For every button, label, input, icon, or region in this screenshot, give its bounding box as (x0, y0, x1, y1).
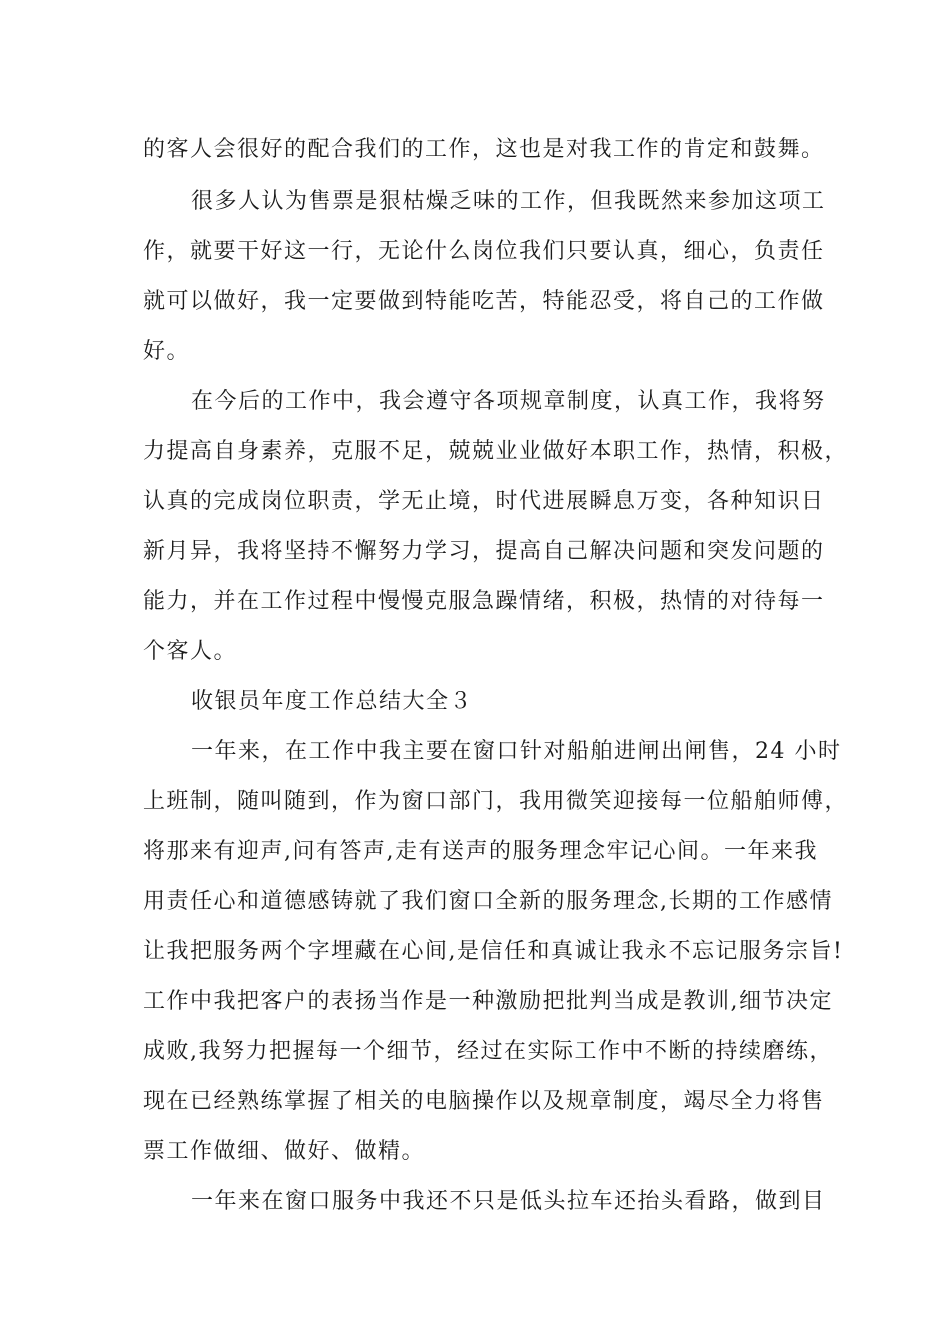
text-line: 作，就要干好这一行，无论什么岗位我们只要认真，细心，负责任 (143, 239, 825, 264)
text-line: 上班制，随叫随到，作为窗口部门，我用微笑迎接每一位船舶师傅， (143, 789, 849, 814)
text-line: 将那来有迎声,问有答声,走有送声的服务理念牢记心间。一年来我 (143, 839, 818, 864)
text-line: 认真的完成岗位职责，学无止境，时代进展瞬息万变，各种知识日 (143, 489, 825, 514)
paragraph-first-line: 在今后的工作中，我会遵守各项规章制度，认真工作，我将努 (191, 389, 826, 414)
text-line: 用责任心和道德感铸就了我们窗口全新的服务理念,长期的工作感情 (143, 889, 833, 914)
text-line: 工作中我把客户的表扬当作是一种激励把批判当成是教训,细节决定 (143, 989, 833, 1014)
paragraph-first-line: 一年来在窗口服务中我还不只是低头拉车还抬头看路，做到目 (191, 1189, 826, 1214)
text-line: 票工作做细、做好、做精。 (143, 1139, 426, 1164)
section-heading: 收银员年度工作总结大全３ (191, 689, 474, 714)
text-line: 好。 (143, 339, 191, 364)
text-line: 让我把服务两个字埋藏在心间,是信任和真诚让我永不忘记服务宗旨! (143, 939, 844, 964)
paragraph-first-line: 一年来，在工作中我主要在窗口针对船舶进闸出闸售，24 小时 (191, 739, 842, 764)
text-line: 个客人。 (143, 639, 238, 664)
text-line: 现在已经熟练掌握了相关的电脑操作以及规章制度，竭尽全力将售 (143, 1089, 825, 1114)
text-line: 力提高自身素养，克服不足，兢兢业业做好本职工作，热情，积极， (143, 439, 849, 464)
text-line: 的客人会很好的配合我们的工作，这也是对我工作的肯定和鼓舞。 (143, 137, 825, 162)
text-line: 能力，并在工作过程中慢慢克服急躁情绪，积极，热情的对待每一 (143, 589, 825, 614)
text-line: 成败,我努力把握每一个细节，经过在实际工作中不断的持续磨练， (143, 1039, 833, 1064)
text-line: 新月异，我将坚持不懈努力学习，提高自己解决问题和突发问题的 (143, 539, 825, 564)
text-line: 就可以做好，我一定要做到特能吃苦，特能忍受，将自己的工作做 (143, 289, 825, 314)
paragraph-first-line: 很多人认为售票是狠枯燥乏味的工作，但我既然来参加这项工 (191, 189, 826, 214)
